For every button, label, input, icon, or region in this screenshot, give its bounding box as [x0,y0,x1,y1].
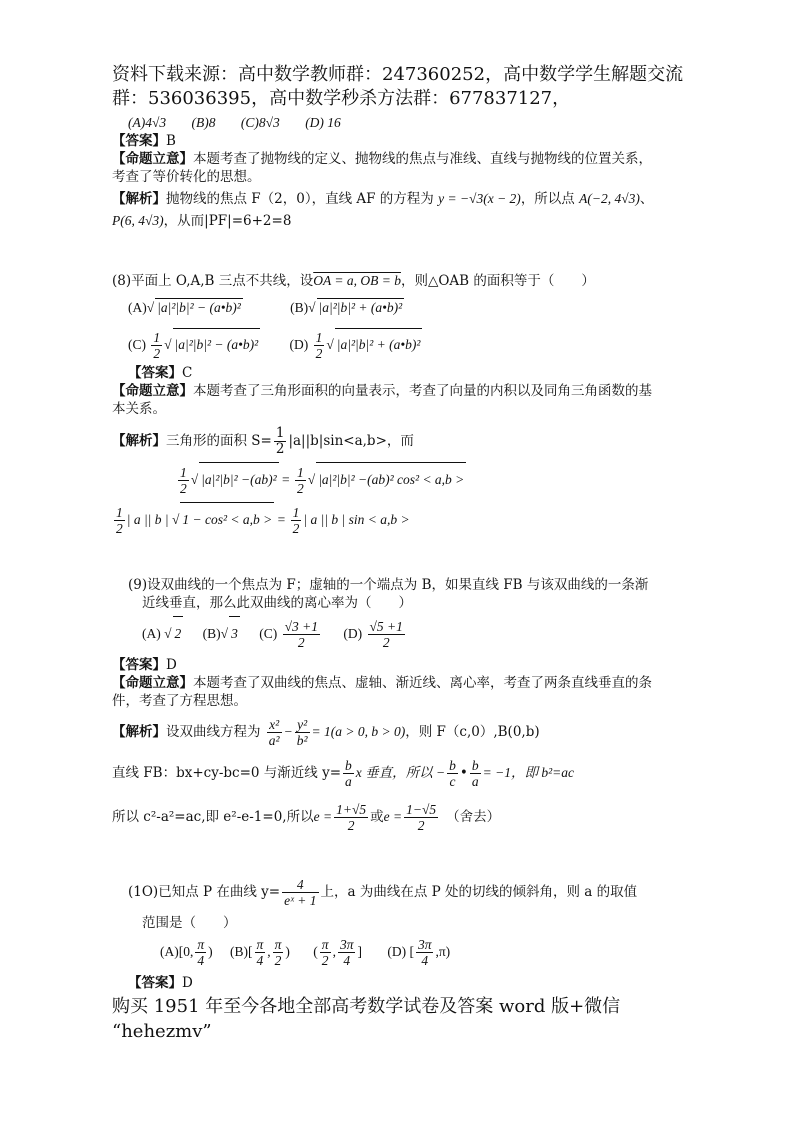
denominator: 2 [275,441,285,457]
solution-text: = −1，即 b²=ac [482,765,574,780]
numerator: 1 [116,505,123,521]
denominator: 2 [292,521,300,537]
q9-answer [112,656,177,674]
sqrt-icon [308,472,315,487]
minus-sign: − [283,724,293,739]
solution-tag: 【解析】 [112,191,166,207]
sqrt-icon [308,300,315,315]
q9-intent-1 [112,674,652,692]
half-fraction [291,505,302,536]
q7-intent-1 [112,150,652,168]
q10-option-d-lower [416,937,434,968]
numerator: 1−√5 [406,802,437,817]
q9-option-c [283,619,320,650]
q9-option-b: 3 [229,616,240,651]
q8-option-c-label: (C) [128,337,146,352]
curve-fraction [282,877,318,908]
area-expression-cos: |a|²|b|² −(ab)² cos² < a,b > [316,462,466,497]
intent-text: 本题考查了三角形面积的向量表示，考查了向量的内积以及同角三角函数的基 [193,383,652,399]
q8-stem [112,272,595,290]
q7-option-d: (D) 16 [305,115,341,130]
denominator: 2 [417,818,425,833]
q10-stem-2: 范围是（ ） [142,915,237,931]
answer-value: C [182,365,193,381]
question-text: 上，a 为曲线在点 P 处的切线的倾斜角，则 a 的取值 [320,884,638,900]
q7-option-a: (A)4√3 [128,115,167,130]
q9-intent-2: 件，考查了方程思想。 [112,693,247,709]
denominator: 2 [274,953,282,969]
solution-text: ，所以点 [520,191,575,207]
x-squared-over-a-squared [267,717,282,748]
q10-stem-1 [128,874,637,910]
intent-text: 本题考查了双曲线的焦点、虚轴、渐近线、离心率，考查了两条直线垂直的条 [193,675,652,691]
solution-text: 抛物线的焦点 F（2，0），直线 AF 的方程为 [166,191,434,207]
q9-option-d-label: (D) [343,626,363,641]
solution-text: ，从而|PF|=6+2=8 [163,213,292,229]
intent-text: 本题考查了抛物线的定义、抛物线的焦点与准线、直线与抛物线的位置关系， [193,151,652,167]
solution-text: 、 [639,191,654,207]
q8-option-b: |a|²|b|² + (a•b)² [318,300,403,315]
numerator: y² [295,717,310,733]
half-fraction [178,465,189,496]
q10-option-d-label: (D) [ [387,944,414,959]
q10-option-b-lower [255,937,266,968]
denominator: 2 [180,481,187,497]
q8-option-a-label: (A) [128,300,147,315]
sqrt-icon [164,337,171,352]
q7-intent-2: 考查了等价转化的思想。 [112,169,261,185]
denominator: 2 [321,953,329,969]
question-text: (8)平面上 O,A,B 三点不共线，设 [112,273,314,289]
numerator: √5 +1 [369,619,403,635]
denominator: 2 [297,481,304,497]
hyperbola-condition: = 1(a > 0, b > 0) [311,724,406,739]
q8-option-d: |a|²|b|² + (a•b)² [335,328,423,361]
slope-fb [447,758,458,789]
denominator: 4 [197,953,205,969]
sqrt-icon [326,337,333,352]
half-fraction [314,330,325,361]
q8-intent-2: 本关系。 [112,401,166,417]
slope-asymptote [470,758,481,789]
q10-answer [128,974,193,992]
q7-options [128,114,341,132]
sqrt-icon [172,512,179,527]
dot-operator: • [459,765,468,781]
denominator: 2 [315,346,323,362]
sqrt-icon [164,626,171,641]
numerator: π [256,937,264,953]
q9-option-a: 2 [173,616,184,651]
footer-line-1: 购买 1951 年至今各地全部高考数学试卷及答案 word 版+微信 [112,996,621,1017]
q9-option-c-label: (C) [259,626,278,641]
solution-text: 所以 c²-a²=ac,即 e²-e-1=0,所以 [112,809,314,825]
magnitude-product: | a || b | [126,512,169,527]
bracket: ) [208,944,213,959]
header-line-2: 群：536036395，高中数学秒杀方法群：677837127， [112,88,571,109]
denominator: a [471,774,479,789]
q8-option-b-label: (B) [290,300,309,315]
comma: , [332,944,336,959]
answer-value: D [182,975,193,991]
q10-option-b-upper [273,937,284,968]
bracket: ] [357,944,362,959]
intent-tag: 【命题立意】 [112,151,193,167]
numerator: 4 [282,877,318,893]
y-squared-over-b-squared [295,717,310,748]
numerator: x² [267,717,282,733]
header-line-1: 资料下载来源：高中数学教师群：247360252，高中数学学生解题交流 [112,64,684,85]
solution-text: ，则 F（c,0）,B(0,b) [405,724,540,740]
sqrt-icon [191,472,198,487]
numerator: 3π [417,937,432,953]
q10-option-a-label: (A)[0, [160,944,194,959]
half-fraction [114,505,125,536]
solution-tag: 【解析】 [112,724,166,740]
q7-solution-1 [112,190,653,208]
denominator: 2 [297,635,305,651]
vector-definition: OA = a, OB = b [313,273,401,288]
point-p: P(6, 4√3) [112,213,164,228]
numerator: 3π [339,937,354,953]
q8-answer [128,364,192,382]
solution-text: 直线 FB：bx+cy-bc=0 与渐近线 y= [112,765,342,781]
e-equals: e = [383,809,403,824]
denominator: 2 [153,346,161,362]
point-a: A(−2, 4√3) [579,191,640,206]
denominator: a [345,774,352,789]
answer-tag: 【答案】 [112,657,166,673]
q10-option-c-label: ( [313,944,318,959]
numerator: 1 [153,330,161,346]
numerator: 1 [292,505,300,521]
q8-solution-2 [176,462,466,497]
denominator: 2 [347,818,355,833]
q7-solution-2 [112,212,291,230]
answer-tag: 【答案】 [112,133,166,149]
solution-text: 三角形的面积 S= [166,433,272,449]
solution-tag: 【解析】 [112,433,166,449]
numerator: 1 [180,465,187,481]
q9-solution-2 [112,756,574,790]
discard-note: （舍去） [446,809,501,825]
denominator: 4 [343,953,351,969]
q9-solution-1 [112,714,540,750]
denominator: 2 [116,521,123,537]
intent-tag: 【命题立意】 [112,675,193,691]
q9-option-a-label: (A) [142,626,161,641]
answer-tag: 【答案】 [128,975,182,991]
bracket: ) [285,944,290,959]
answer-tag: 【答案】 [128,365,182,381]
question-text: ，则△OAB 的面积等于（ ） [400,273,595,289]
line-equation: y = −√3(x − 2) [438,191,521,206]
q7-answer [112,132,176,150]
solution-text: |a||b|sin<a,b>，而 [288,433,414,449]
q8-options-cd [128,328,422,361]
area-result: | a || b | sin < a,b > [303,512,410,527]
numerator: 1 [275,425,285,441]
denominator: 2 [382,635,390,651]
numerator: b [449,758,456,773]
q8-option-d-label: (D) [289,337,309,352]
intent-tag: 【命题立意】 [112,383,193,399]
sqrt-icon [147,300,154,315]
q8-solution-3 [112,502,410,537]
q9-solution-3 [112,800,500,834]
numerator: 1 [315,330,323,346]
q10-option-c-upper [338,937,356,968]
q10-option-a-bound [195,937,206,968]
answer-value: D [166,657,177,673]
q8-options-ab [128,298,404,317]
q8-option-a: |a|²|b|² − (a•b)² [157,300,241,315]
q9-option-d [368,619,405,650]
q10-option-b-label: (B)[ [230,944,253,959]
solution-text: x 垂直，所以 − [355,765,446,780]
numerator: π [197,937,205,953]
eccentricity-negative [404,802,438,833]
comma: , [267,944,271,959]
q9-option-b-label: (B) [202,626,221,641]
denominator: c [449,774,456,789]
half-fraction [295,465,306,496]
half-fraction [274,426,287,457]
bracket: ,π) [435,944,451,959]
half-fraction [151,330,162,361]
q9-stem-2: 近线垂直，那么此双曲线的离心率为（ ） [142,595,412,611]
denominator: 4 [421,953,429,969]
eccentricity-positive [334,802,368,833]
solution-text: 设双曲线方程为 [166,724,261,740]
sqrt-icon [221,626,228,641]
numerator: 1+√5 [336,802,367,817]
area-expression: |a|²|b|² −(ab)² [199,462,278,497]
q8-intent-1 [112,382,652,400]
footer-line-2: “hehezmv” [112,1021,212,1042]
denominator: b² [296,733,308,748]
e-equals: e = [313,809,333,824]
or-word: 或 [370,809,384,825]
numerator: √3 +1 [284,619,318,635]
numerator: b [471,758,479,773]
q10-option-c-lower [320,937,331,968]
slope-fraction [343,758,354,789]
equals-sign: = [282,472,290,487]
denominator: eˣ + 1 [284,893,317,908]
numerator: 1 [297,465,304,481]
answer-value: B [166,133,176,149]
sin-radicand: 1 − cos² < a,b > [180,502,274,537]
q10-options [160,934,450,970]
q7-option-c: (C)8√3 [240,115,280,130]
q9-stem-1: (9)设双曲线的一个焦点为 F；虚轴的一个端点为 B，如果直线 FB 与该双曲线的一条渐 [128,577,649,593]
numerator: π [321,937,329,953]
numerator: b [345,758,352,773]
denominator: a² [268,733,280,748]
question-text: (1O)已知点 P 在曲线 y= [128,884,281,900]
equals-sign: = [277,512,286,527]
denominator: 4 [256,953,264,969]
numerator: π [274,937,282,953]
q8-solution-1 [112,424,414,458]
q9-options [142,616,407,651]
q7-option-b: (B)8 [191,115,216,130]
q8-option-c: |a|²|b|² − (a•b)² [173,328,261,361]
